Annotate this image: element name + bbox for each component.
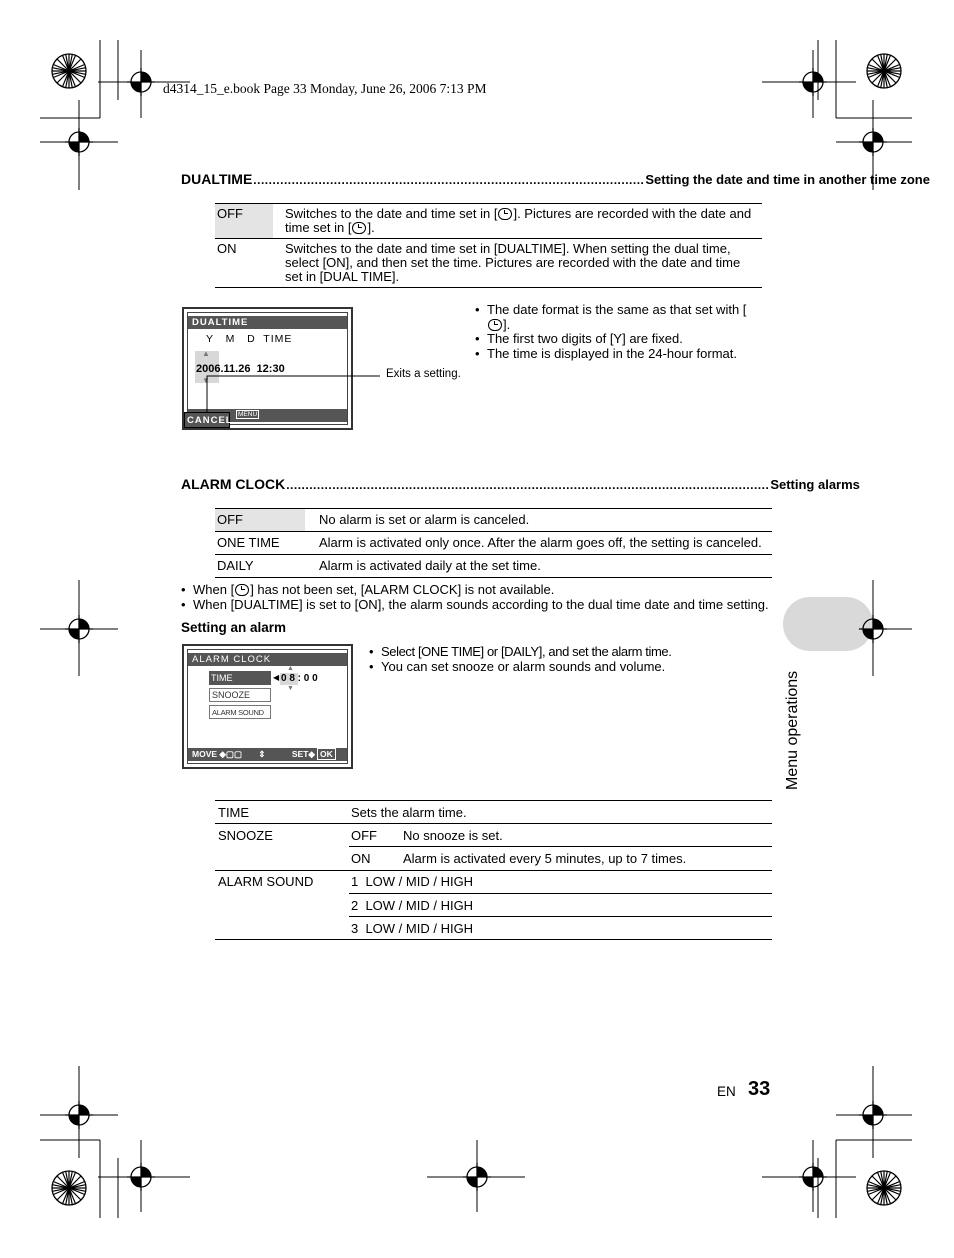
left-arrow-icon: ◀ <box>273 673 280 682</box>
clock-icon <box>235 584 249 596</box>
set-label: SET <box>291 749 309 759</box>
table-row <box>215 509 772 532</box>
option-cell: OFF <box>215 204 273 239</box>
option-cell: ONE TIME <box>217 535 280 550</box>
bullet-item: • When [ ] has not been set, [ALARM CLOCK] is not available. <box>181 583 781 598</box>
option-cell: DAILY <box>217 558 254 573</box>
screen-footer <box>188 748 347 761</box>
setting-alarm-heading: Setting an alarm <box>181 620 287 635</box>
note-item: • You can set snooze or alarm sounds and volume. <box>369 660 729 675</box>
up-arrow-icon: ▲ <box>287 665 294 672</box>
sound-option: 2 LOW / MID / HIGH <box>351 898 474 913</box>
menu-button-icon: MENU <box>238 411 258 418</box>
sound-option: 1 LOW / MID / HIGH <box>351 874 474 889</box>
menu-item-snooze: SNOOZE <box>209 688 271 702</box>
sound-option: 3 LOW / MID / HIGH <box>351 921 474 936</box>
ok-button-icon: OK <box>317 748 336 760</box>
set-arrow-icon: ◆ <box>308 749 315 759</box>
leader-dots: .............................................................................................................................. <box>286 478 770 492</box>
note-item: • The time is displayed in the 24-hour format. <box>475 347 765 362</box>
option-cell: OFF <box>215 509 305 532</box>
move-label: MOVE <box>192 749 218 759</box>
row-desc: Alarm is activated every 5 minutes, up to 7 times. <box>403 851 687 866</box>
sub-option: OFF <box>351 828 377 843</box>
alarm-time-value: 0 8 : 0 0 <box>281 673 318 684</box>
row-label: TIME <box>218 805 250 820</box>
description-cell: Switches to the date and time set in [ ]. Pictures are recorded with the date and time set in [ ]. <box>285 206 752 235</box>
row-desc: No snooze is set. <box>403 828 503 843</box>
table-row <box>215 532 772 555</box>
move-arrows-icon: ◆▢▢ <box>217 749 242 759</box>
alarm-notes <box>369 645 729 674</box>
cancel-label: CANCEL <box>184 412 230 428</box>
adjust-icon: ⇕ <box>258 749 266 759</box>
menu-item-alarm-sound: ALARM SOUND <box>209 705 271 719</box>
description-cell: Switches to the date and time set in [DUALTIME]. When setting the dual time, select [ON], and then set the time. Pictures are recorded with the date and time set in [DUAL TIME]. <box>285 241 741 284</box>
note-item: • The date format is the same as that set with [ ]. <box>475 303 765 332</box>
screen-title: DUALTIME <box>188 316 347 329</box>
note-item: • Select [ONE TIME] or [DAILY], and set the alarm time. <box>369 645 729 660</box>
leader-dots: ...................................................................................................... <box>253 173 645 187</box>
row-desc: Sets the alarm time. <box>351 805 467 820</box>
callout-text: Exits a setting. <box>386 368 461 380</box>
side-tab-label: Menu operations <box>784 670 801 790</box>
row-label: SNOOZE <box>218 828 273 843</box>
option-cell: ON <box>217 241 237 256</box>
sub-option: ON <box>351 851 371 866</box>
description-cell: No alarm is set or alarm is canceled. <box>319 512 530 527</box>
alarm-heading <box>181 476 860 492</box>
dualtime-title: DUALTIME <box>181 171 253 187</box>
alarm-title: ALARM CLOCK <box>181 476 286 492</box>
row-label: ALARM SOUND <box>218 874 314 889</box>
down-arrow-icon: ▼ <box>202 376 210 385</box>
menu-item-time: TIME <box>209 671 271 685</box>
alarm-screen <box>182 644 353 769</box>
screen-title: ALARM CLOCK <box>188 653 347 666</box>
clock-icon <box>488 319 502 331</box>
description-cell: Alarm is activated only once. After the alarm goes off, the setting is canceled. <box>319 535 762 550</box>
page-number: 33 <box>748 1078 771 1100</box>
description-cell: Alarm is activated daily at the set time. <box>319 558 541 573</box>
language-code: EN <box>717 1084 736 1099</box>
alarm-options-table <box>215 508 772 578</box>
date-fields: Y M D TIME <box>206 333 293 345</box>
bullet-item: • When [DUALTIME] is set to [ON], the alarm sounds according to the dual time date and time setting. <box>181 598 781 613</box>
down-arrow-icon: ▼ <box>287 685 294 692</box>
print-info: d4314_15_e.book Page 33 Monday, June 26, 2006 7:13 PM <box>163 81 487 96</box>
note-item: • The first two digits of [Y] are fixed. <box>475 332 765 347</box>
table-row <box>215 555 772 578</box>
dualtime-notes <box>475 303 765 361</box>
alarm-bullets <box>181 583 781 612</box>
date-value: 2006.11.26 12:30 <box>196 363 285 375</box>
up-arrow-icon: ▲ <box>202 349 210 358</box>
dualtime-subtitle: Setting the date and time in another time zone <box>645 172 930 187</box>
alarm-subtitle: Setting alarms <box>770 477 860 492</box>
